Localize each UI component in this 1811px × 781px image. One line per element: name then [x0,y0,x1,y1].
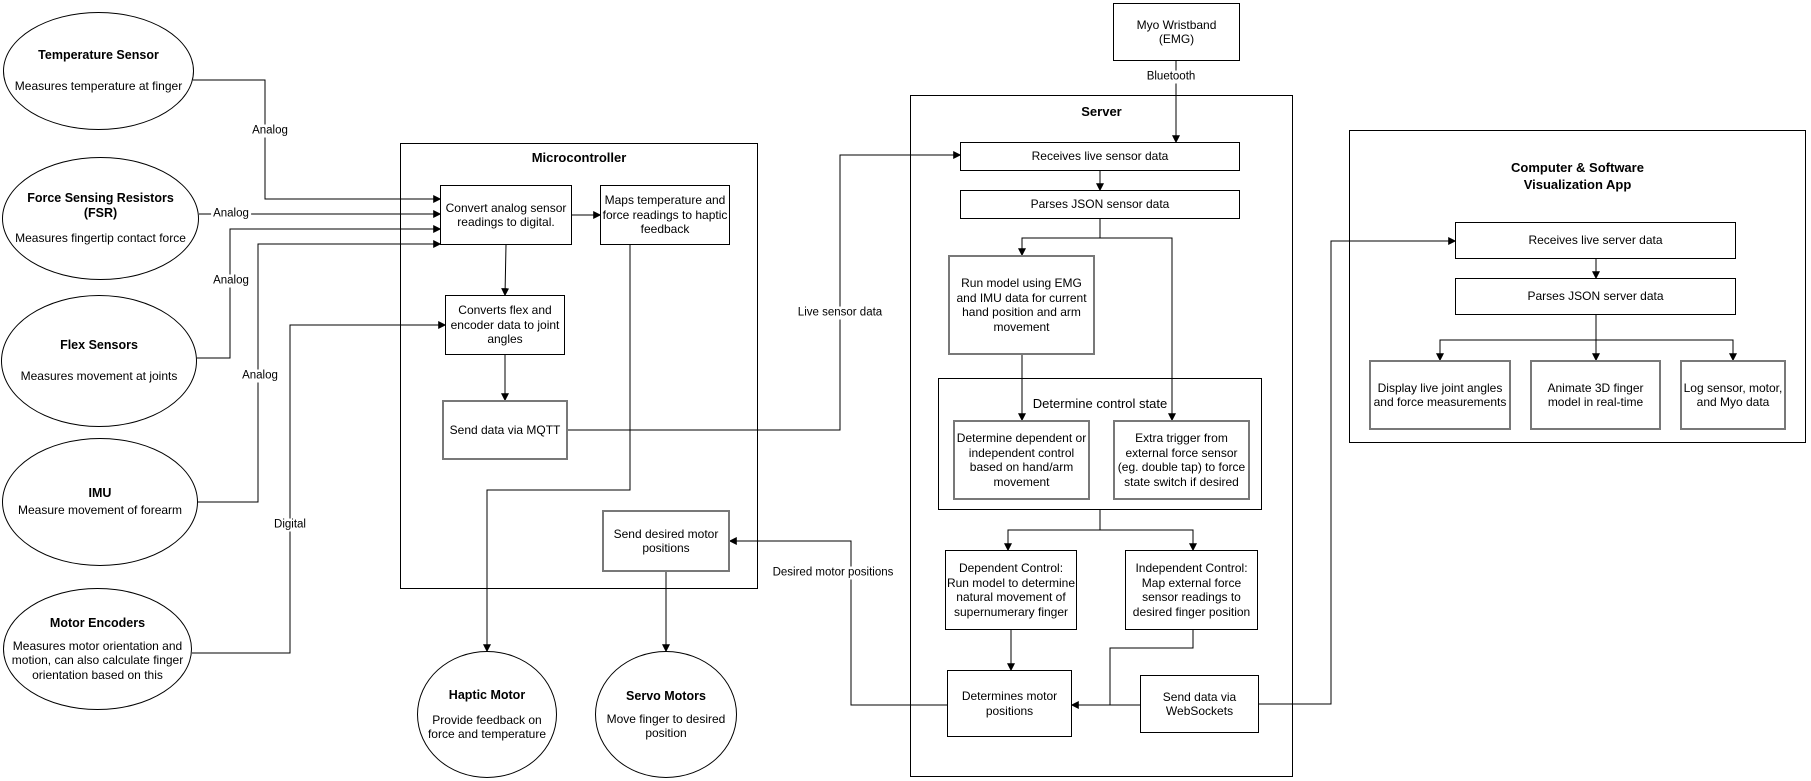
nbody-line: (EMG) [1158,32,1195,46]
nbody-line: Measures movement at joints [20,369,178,384]
ntitle-line: Flex Sensors [60,338,138,353]
edge-parses-to-extra-trigger [1100,219,1172,420]
nbody-line: Map external force [1141,575,1242,590]
nbody-line: (eg. double tap) to force [1117,460,1246,474]
ntitle-line: Motor Encoders [49,615,146,630]
ntitle-line: Servo Motors [626,688,706,703]
nbody-line: Dependent Control: [958,561,1064,575]
nbody-line: independent control [968,445,1075,460]
nbody-line: state switch if desired [1124,474,1239,489]
nbody-line: Run model using EMG [961,276,1082,290]
edge-flex-to-convert-analog [197,229,440,358]
edge-mqtt-to-receives-sensor [568,155,960,430]
nbody-line: Run model to determine [946,575,1076,590]
nbody-line: positions [642,541,690,555]
nbody-line: positions [985,703,1034,718]
nbody-line: Maps temperature and [604,193,726,208]
nbody-line: Receives live server data [1528,233,1663,248]
edge-temperature-to-convert-analog [193,80,440,199]
edge-imu-to-convert-analog [198,244,440,502]
edge-label-flex-to-convert-analog: Analog [213,274,249,287]
nbody-line: force and temperature [427,727,547,741]
nbody-line: readings to digital. [457,215,555,229]
nbody-line: Send data via MQTT [449,422,561,437]
edge-control-state-to-independent [1100,510,1193,550]
nbody-line: Convert analog sensor [445,200,567,215]
nbody-line: angles [487,332,523,347]
nbody-line: encoder data to joint [450,317,560,332]
nbody-line: feedback [640,222,690,237]
ntitle-line: Temperature Sensor [38,48,159,63]
nbody-line: Receives live sensor data [1031,149,1169,164]
edge-determines-motor-to-send-desired [730,541,947,705]
edge-label-imu-to-convert-analog: Analog [242,369,278,382]
nbody-line: Extra trigger from [1135,431,1228,445]
nbody-line: and force measurements [1373,395,1507,409]
container-title-line: Server [1081,104,1122,119]
nbody-line: external force sensor [1125,445,1238,460]
nbody-line: Provide feedback on [432,712,542,727]
nbody-line: WebSockets [1165,704,1234,718]
nbody-line: Determines motor [961,689,1058,703]
nbody-line: model in real-time [1547,395,1644,409]
nbody-line: Converts flex and [458,303,552,318]
nbody-line: sensor readings to [1142,590,1241,604]
edge-label-temperature-to-convert-analog: Analog [252,124,288,137]
nbody-line: based on hand/arm [969,460,1074,474]
nbody-line: and Myo data [1696,395,1770,409]
nbody-line: Parses JSON server data [1527,289,1664,304]
nbody-line: Measure movement of forearm [17,503,183,518]
edge-label-mqtt-to-receives-sensor: Live sensor data [797,306,883,319]
nbody-line: Parses JSON sensor data [1030,197,1170,212]
edge-control-state-to-dependent [1008,510,1100,550]
ntitle-line: IMU [88,486,112,501]
edge-parses-server-to-display [1440,315,1596,360]
nbody-line: Animate 3D finger [1547,380,1644,395]
nbody-line: Send data via [1162,689,1237,704]
nbody-line: and IMU data for current [956,290,1087,305]
nbody-line: motion, can also calculate finger [11,653,184,668]
nbody-line: Independent Control: [1135,561,1248,575]
nbody-line: natural movement of [956,590,1066,604]
edge-websockets-to-receives-server [1259,241,1455,704]
edge-parses-server-to-log [1596,315,1733,360]
edge-encoders-to-converts-flex [192,325,445,653]
nbody-line: Display live joint angles [1377,380,1503,395]
nbody-line: Determine dependent or [956,431,1087,445]
container-title-line: Computer & Software [1511,160,1644,175]
container-title-line: Microcontroller [531,150,627,165]
nbody-line: Measures temperature at finger [14,79,183,94]
nbody-line: Send desired motor [613,526,719,541]
edge-label-fsr-to-convert-analog: Analog [213,207,249,220]
edge-parses-to-run-model [1022,219,1100,255]
nbody-line: Myo Wristband [1136,17,1217,32]
edge-label-myo-to-receives-sensor: Bluetooth [1146,70,1196,83]
edge-label-encoders-to-converts-flex: Digital [274,518,306,531]
edge-independent-to-determines-motor [1072,630,1193,705]
container-title-line: Determine control state [1032,396,1168,411]
ntitle-line: Force Sensing Resistors [27,191,174,206]
edge-convert-analog-to-converts-flex [505,245,506,295]
nbody-line: hand position and arm [962,305,1081,319]
nbody-line: Measures motor orientation and [12,638,183,653]
container-title-line: Visualization App [1523,177,1632,192]
ntitle-line: (FSR) [83,206,118,221]
nbody-line: force readings to haptic [602,207,728,222]
nbody-line: position [645,726,687,740]
nbody-line: supernumerary finger [953,604,1069,619]
edge-maps-to-haptic-motor [487,245,630,651]
nbody-line: Log sensor, motor, [1683,380,1783,395]
nbody-line: Measures fingertip contact force [15,231,186,246]
nbody-line: Move finger to desired [606,711,726,726]
ntitle-line: Haptic Motor [448,687,526,702]
nbody-line: desired finger position [1132,604,1251,619]
nbody-line: orientation based on this [32,667,163,682]
nbody-line: movement [993,474,1050,489]
nbody-line: movement [993,319,1050,334]
edge-label-determines-motor-to-send-desired: Desired motor positions [772,566,894,579]
